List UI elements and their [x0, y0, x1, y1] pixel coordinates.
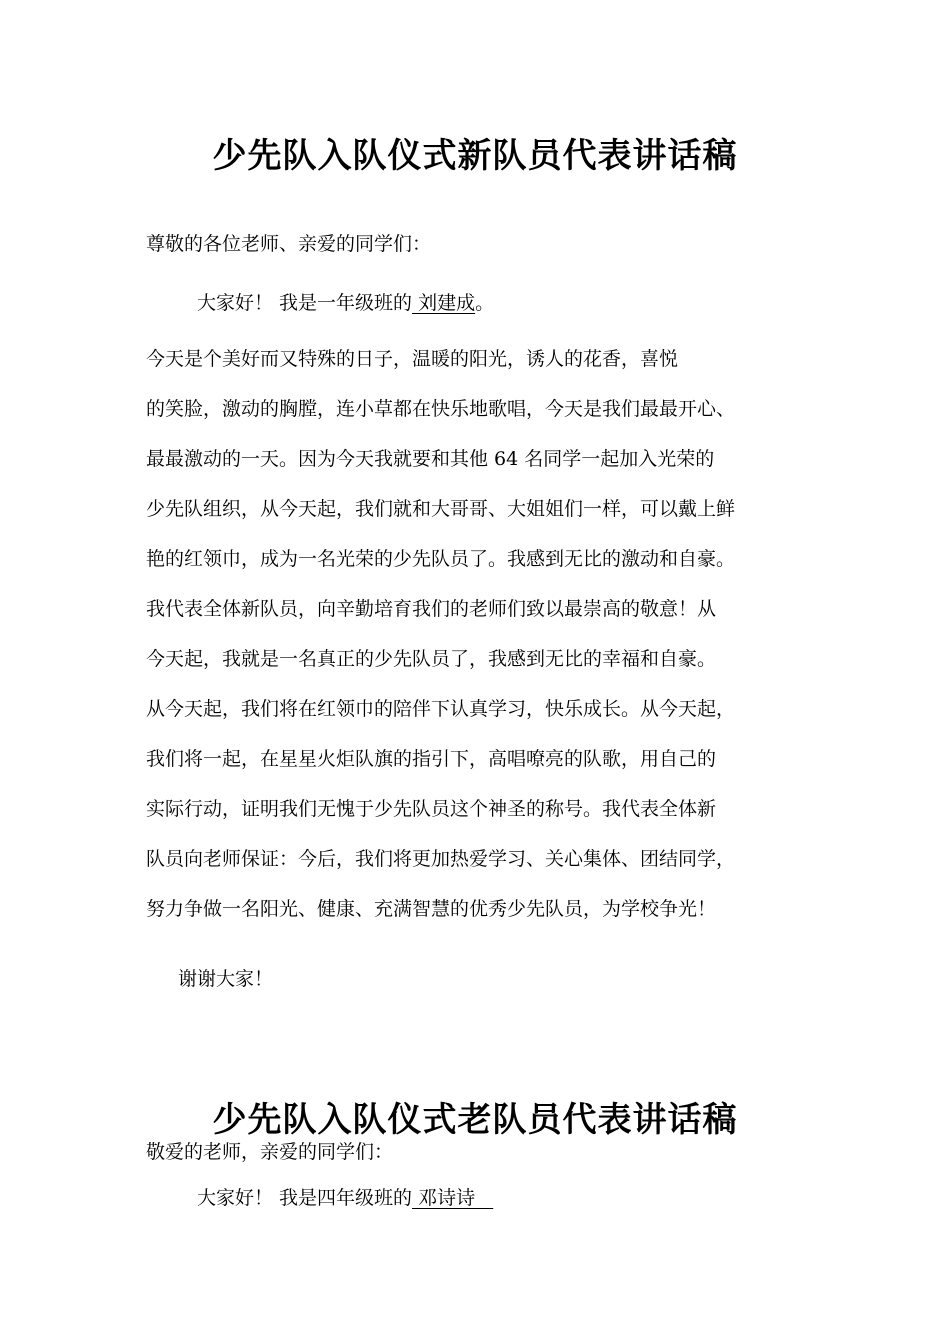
body-line: 我们将一起，在星星火炬队旗的指引下，高唱嘹亮的队歌，用自己的: [146, 748, 717, 770]
body-line: 今天是个美好而又特殊的日子，温暖的阳光，诱人的花香，喜悦: [146, 348, 679, 370]
body-line: 的笑脸，激动的胸膛，连小草都在快乐地歌唱，今天是我们最最开心、: [146, 398, 736, 420]
body-line: 少先队组织，从今天起，我们就和大哥哥、大姐姐们一样，可以戴上鲜: [146, 498, 736, 520]
body-line: 今天起，我就是一名真正的少先队员了，我感到无比的幸福和自豪。: [146, 648, 717, 670]
speech2-speaker-name: 邓诗诗: [412, 1187, 494, 1209]
body-line: 队员向老师保证：今后，我们将更加热爱学习、关心集体、团结同学，: [146, 848, 736, 870]
speech1-title: 少先队入队仪式新队员代表讲话稿: [212, 136, 738, 176]
speech1-salutation: 尊敬的各位老师、亲爱的同学们：: [146, 233, 432, 255]
body-line: 我代表全体新队员，向辛勤培育我们的老师们致以最崇高的敬意！从: [146, 598, 717, 620]
speech2-salutation: 敬爱的老师，亲爱的同学们：: [146, 1141, 394, 1163]
speech1-closing: 谢谢大家！: [178, 968, 274, 990]
speech2-title: 少先队入队仪式老队员代表讲话稿: [212, 1100, 738, 1140]
speech1-greeting-prefix: 大家好！ 我是一年级班的: [197, 292, 413, 314]
body-line: 实际行动，证明我们无愧于少先队员这个神圣的称号。我代表全体新: [146, 798, 717, 820]
body-line: 艳的红领巾，成为一名光荣的少先队员了。我感到无比的激动和自豪。: [146, 548, 736, 570]
body-line: 从今天起，我们将在红领巾的陪伴下认真学习，快乐成长。从今天起，: [146, 698, 736, 720]
speech1-greeting: [197, 291, 494, 315]
speech2-greeting: [197, 1186, 493, 1210]
body-line: 努力争做一名阳光、健康、充满智慧的优秀少先队员，为学校争光！: [146, 898, 717, 920]
speech2-greeting-prefix: 大家好！ 我是四年级班的: [197, 1187, 413, 1209]
speech1-greeting-suffix: 。: [475, 292, 495, 314]
speech1-speaker-name: 刘建成: [412, 292, 476, 314]
body-line: 最最激动的一天。因为今天我就要和其他 64 名同学一起加入光荣的: [146, 448, 715, 470]
